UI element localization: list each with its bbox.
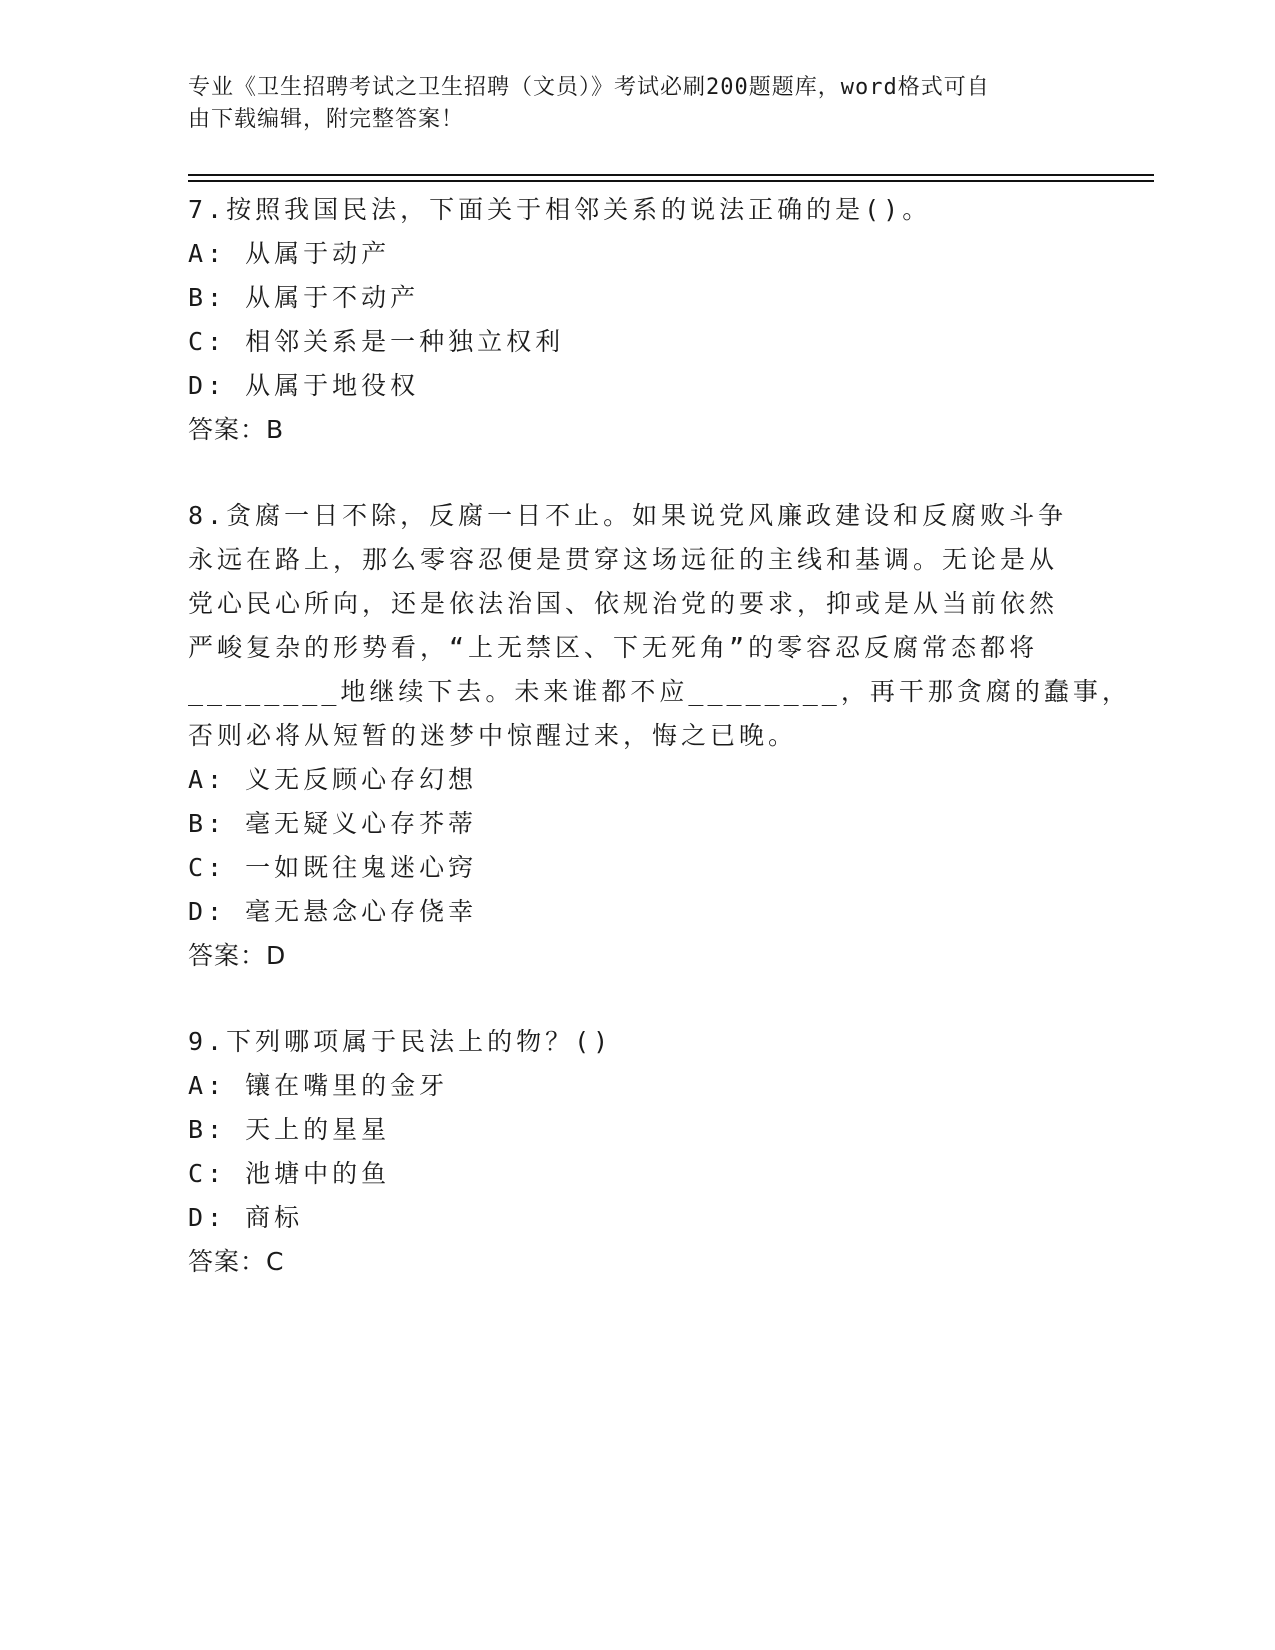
option-a: A: 镶在嘴里的金牙 [188,1071,449,1100]
answer-label: 答案：D [188,941,287,970]
question-stem: 9.下列哪项属于民法上的物？() [188,1027,613,1056]
header-divider-bottom [188,180,1154,182]
option-d: D: 商标 [188,1203,304,1232]
option-c: C: 相邻关系是一种独立权利 [188,327,565,356]
question-stem-line: 严峻复杂的形势看，“上无禁区、下无死角”的零容忍反腐常态都将 [188,633,1039,662]
answer-label: 答案：C [188,1247,285,1276]
option-c: C: 池塘中的鱼 [188,1159,391,1188]
answer-label: 答案：B [188,415,285,444]
option-a: A: 义无反顾心存幻想 [188,765,478,794]
question-stem-line: 党心民心所向，还是依法治国、依规治党的要求，抑或是从当前依然 [188,589,1059,618]
question-stem-line: 8.贪腐一日不除，反腐一日不止。如果说党风廉政建设和反腐败斗争 [188,501,1068,530]
option-d: D: 从属于地役权 [188,371,420,400]
document-header [188,72,1068,136]
option-d: D: 毫无悬念心存侥幸 [188,897,478,926]
header-line-1: 专业《卫生招聘考试之卫生招聘（文员）》考试必刷200题题库，word格式可自 [188,75,990,100]
option-b: B: 天上的星星 [188,1115,391,1144]
option-b: B: 毫无疑义心存芥蒂 [188,809,478,838]
option-a: A: 从属于动产 [188,239,391,268]
header-divider-top [188,174,1154,176]
header-line-2: 由下载编辑，附完整答案！ [188,107,465,132]
question-stem-line: 否则必将从短暂的迷梦中惊醒过来，悔之已晚。 [188,721,798,750]
option-b: B: 从属于不动产 [188,283,420,312]
question-stem: 7.按照我国民法，下面关于相邻关系的说法正确的是()。 [188,195,932,224]
option-c: C: 一如既往鬼迷心窍 [188,853,478,882]
question-stem-line: ________地继续下去。未来谁都不应________，再干那贪腐的蠢事， [188,677,1131,706]
question-stem-line: 永远在路上，那么零容忍便是贯穿这场远征的主线和基调。无论是从 [188,545,1059,574]
